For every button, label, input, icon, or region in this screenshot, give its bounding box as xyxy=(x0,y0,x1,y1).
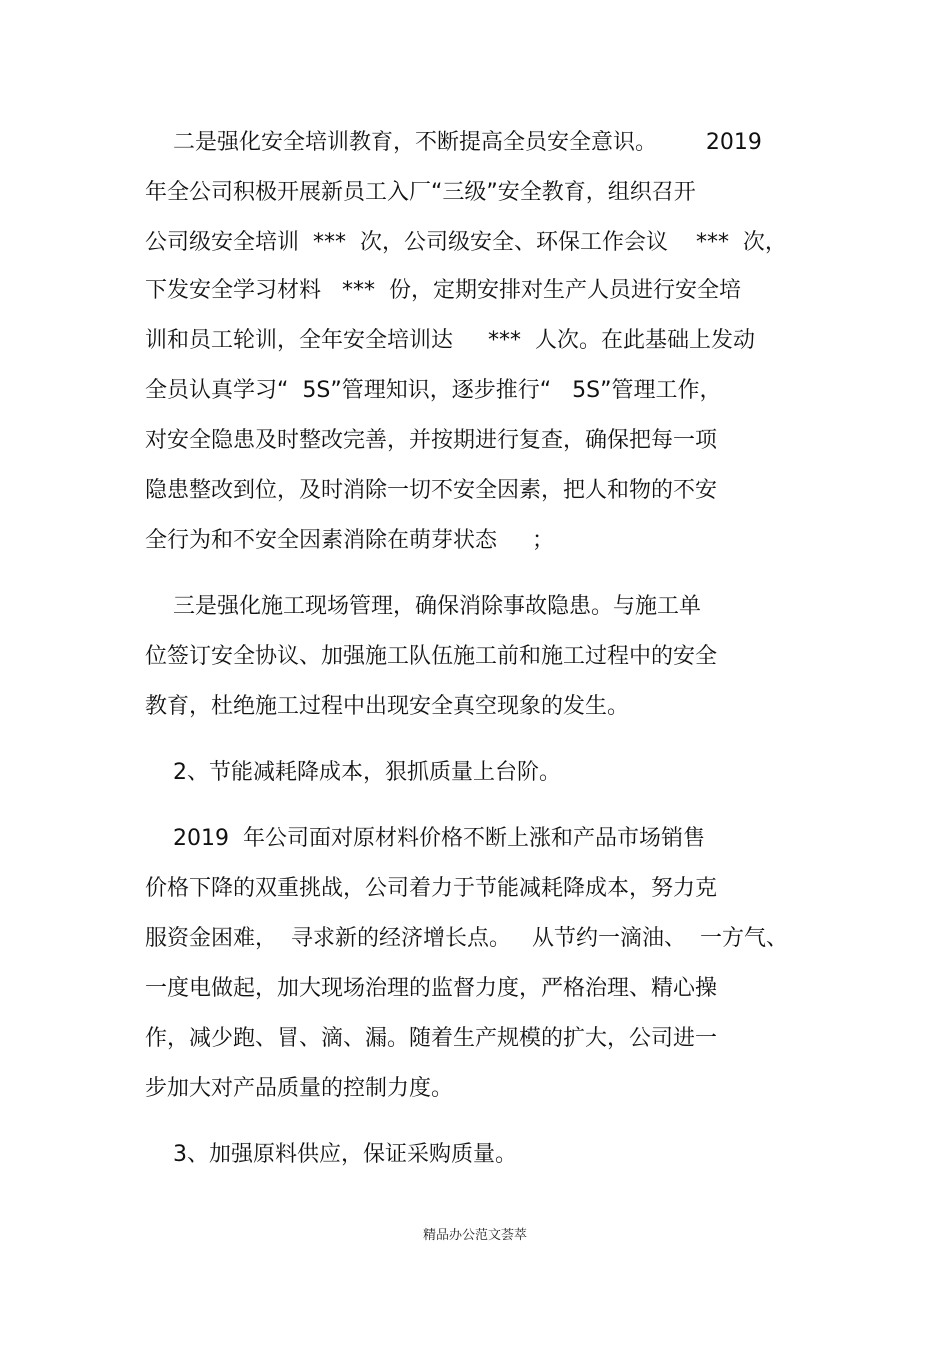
text-line: 公司级安全培训 *** 次，公司级安全、环保工作会议 *** 次， xyxy=(145,230,787,255)
page-footer: 精品办公范文荟萃 xyxy=(422,1228,527,1243)
text-line: 2019 年公司面对原材料价格不断上涨和产品市场销售 xyxy=(145,826,705,851)
text-line: 服资金困难， 寻求新的经济增长点。 从节约一滴油、 一方气、 xyxy=(145,926,788,951)
text-line: 作，减少跑、冒、滴、漏。随着生产规模的扩大，公司进一 xyxy=(145,1026,718,1051)
text-line: 隐患整改到位，及时消除一切不安全因素，把人和物的不安 xyxy=(145,478,718,503)
text-line: 位签订安全协议、加强施工队伍施工前和施工过程中的安全 xyxy=(145,644,718,669)
text-line: 教育，杜绝施工过程中出现安全真空现象的发生。 xyxy=(145,694,630,719)
text-line: 价格下降的双重挑战，公司着力于节能减耗降成本，努力克 xyxy=(145,876,718,901)
text-line: 训和员工轮训，全年安全培训达 *** 人次。在此基础上发动 xyxy=(145,328,755,353)
text-line: 对安全隐患及时整改完善，并按期进行复查，确保把每一项 xyxy=(145,428,718,453)
text-line: 年全公司积极开展新员工入厂“三级”安全教育，组织召开 xyxy=(145,180,696,205)
text-line: 下发安全学习材料 *** 份，定期安排对生产人员进行安全培 xyxy=(145,278,741,303)
text-line: 二是强化安全培训教育，不断提高全员安全意识。 2019 xyxy=(145,130,762,155)
text-line: 2、节能减耗降成本，狠抓质量上台阶。 xyxy=(145,760,561,785)
text-line: 3、加强原料供应，保证采购质量。 xyxy=(145,1142,517,1167)
text-line: 一度电做起，加大现场治理的监督力度，严格治理、精心操 xyxy=(145,976,718,1001)
text-line: 全员认真学习“ 5S”管理知识，逐步推行“ 5S”管理工作， xyxy=(145,378,722,403)
text-line: 全行为和不安全因素消除在萌芽状态 ； xyxy=(145,528,554,553)
text-line: 步加大对产品质量的控制力度。 xyxy=(145,1076,454,1101)
text-line: 三是强化施工现场管理，确保消除事故隐患。与施工单 xyxy=(145,594,701,619)
